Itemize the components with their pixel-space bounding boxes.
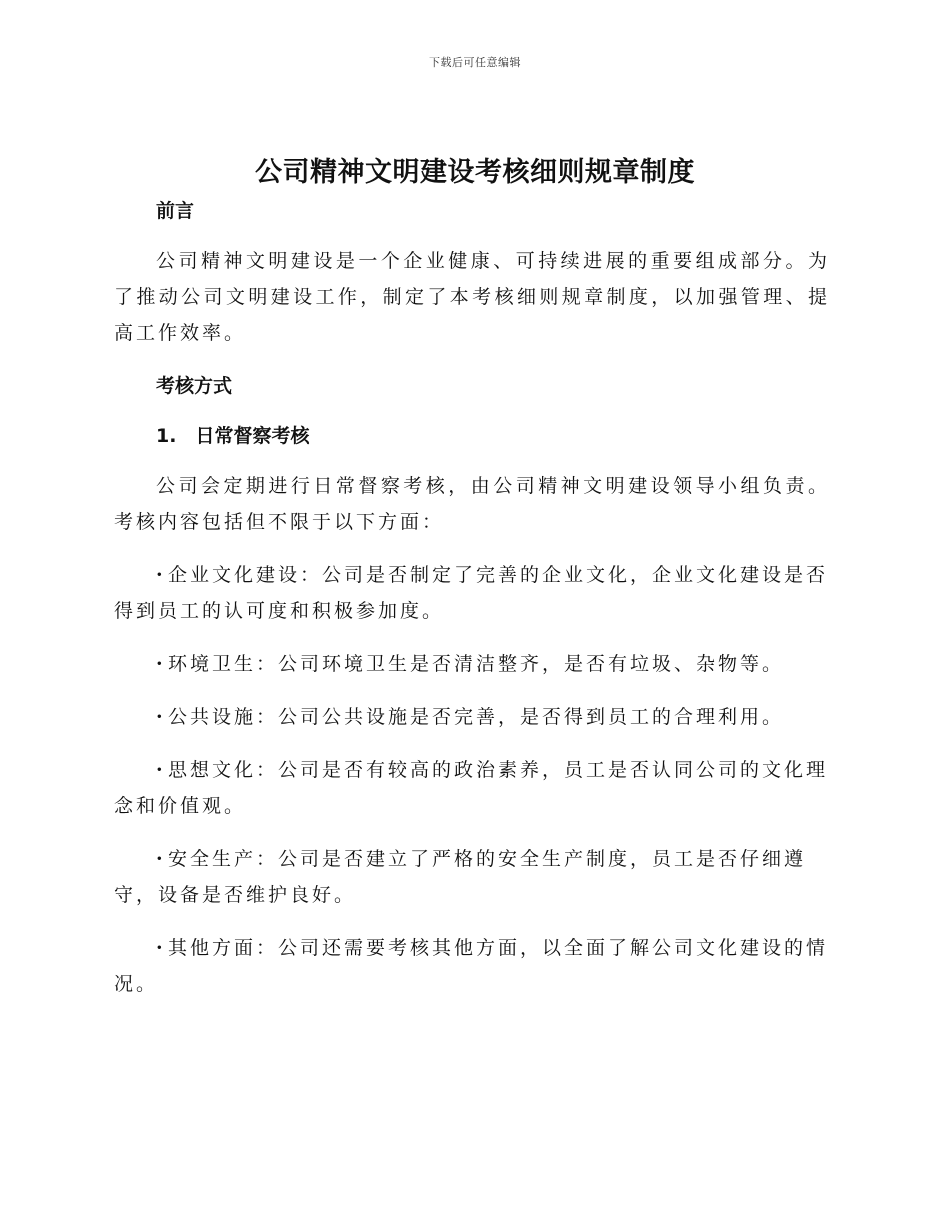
bullet-dot-icon: · bbox=[156, 564, 163, 586]
bullet-text: 公共设施：公司公共设施是否完善，是否得到员工的合理利用。 bbox=[168, 706, 785, 728]
bullet-text: 安全生产：公司是否建立了严格的安全生产制度，员工是否仔细遵守，设备是否维护良好。 bbox=[114, 848, 807, 906]
daily-inspection-paragraph: 公司会定期进行日常督察考核，由公司精神文明建设领导小组负责。考核内容包括但不限于以下方面： bbox=[114, 475, 830, 533]
preface-heading: 前言 bbox=[156, 200, 195, 222]
bullet-item-other-aspects bbox=[114, 930, 830, 1002]
bullet-item-ideology-culture bbox=[114, 752, 830, 824]
header-note: 下载后可任意编辑 bbox=[429, 56, 521, 69]
bullet-item-public-facilities bbox=[114, 699, 830, 735]
document-title: 公司精神文明建设考核细则规章制度 bbox=[255, 157, 695, 188]
daily-inspection-heading: 1. 日常督察考核 bbox=[156, 425, 310, 447]
assessment-method-heading: 考核方式 bbox=[156, 375, 233, 397]
bullet-dot-icon: · bbox=[156, 706, 163, 728]
bullet-text: 环境卫生：公司环境卫生是否清洁整齐，是否有垃圾、杂物等。 bbox=[168, 653, 785, 675]
bullet-item-environment bbox=[114, 646, 830, 682]
bullet-dot-icon: · bbox=[156, 937, 163, 959]
bullet-text: 思想文化：公司是否有较高的政治素养，员工是否认同公司的文化理念和价值观。 bbox=[114, 759, 829, 817]
bullet-dot-icon: · bbox=[156, 759, 163, 781]
preface-paragraph: 公司精神文明建设是一个企业健康、可持续进展的重要组成部分。为了推动公司文明建设工作，制定了本考核细则规章制度，以加强管理、提高工作效率。 bbox=[114, 250, 830, 344]
bullet-dot-icon: · bbox=[156, 848, 163, 870]
bullet-item-corporate-culture bbox=[114, 557, 830, 629]
bullet-item-safety-production bbox=[114, 841, 830, 913]
bullet-text: 企业文化建设：公司是否制定了完善的企业文化，企业文化建设是否得到员工的认可度和积极参加度。 bbox=[114, 564, 829, 622]
document-body bbox=[114, 193, 830, 1019]
bullet-dot-icon: · bbox=[156, 653, 163, 675]
bullet-text: 其他方面：公司还需要考核其他方面，以全面了解公司文化建设的情况。 bbox=[114, 937, 829, 995]
